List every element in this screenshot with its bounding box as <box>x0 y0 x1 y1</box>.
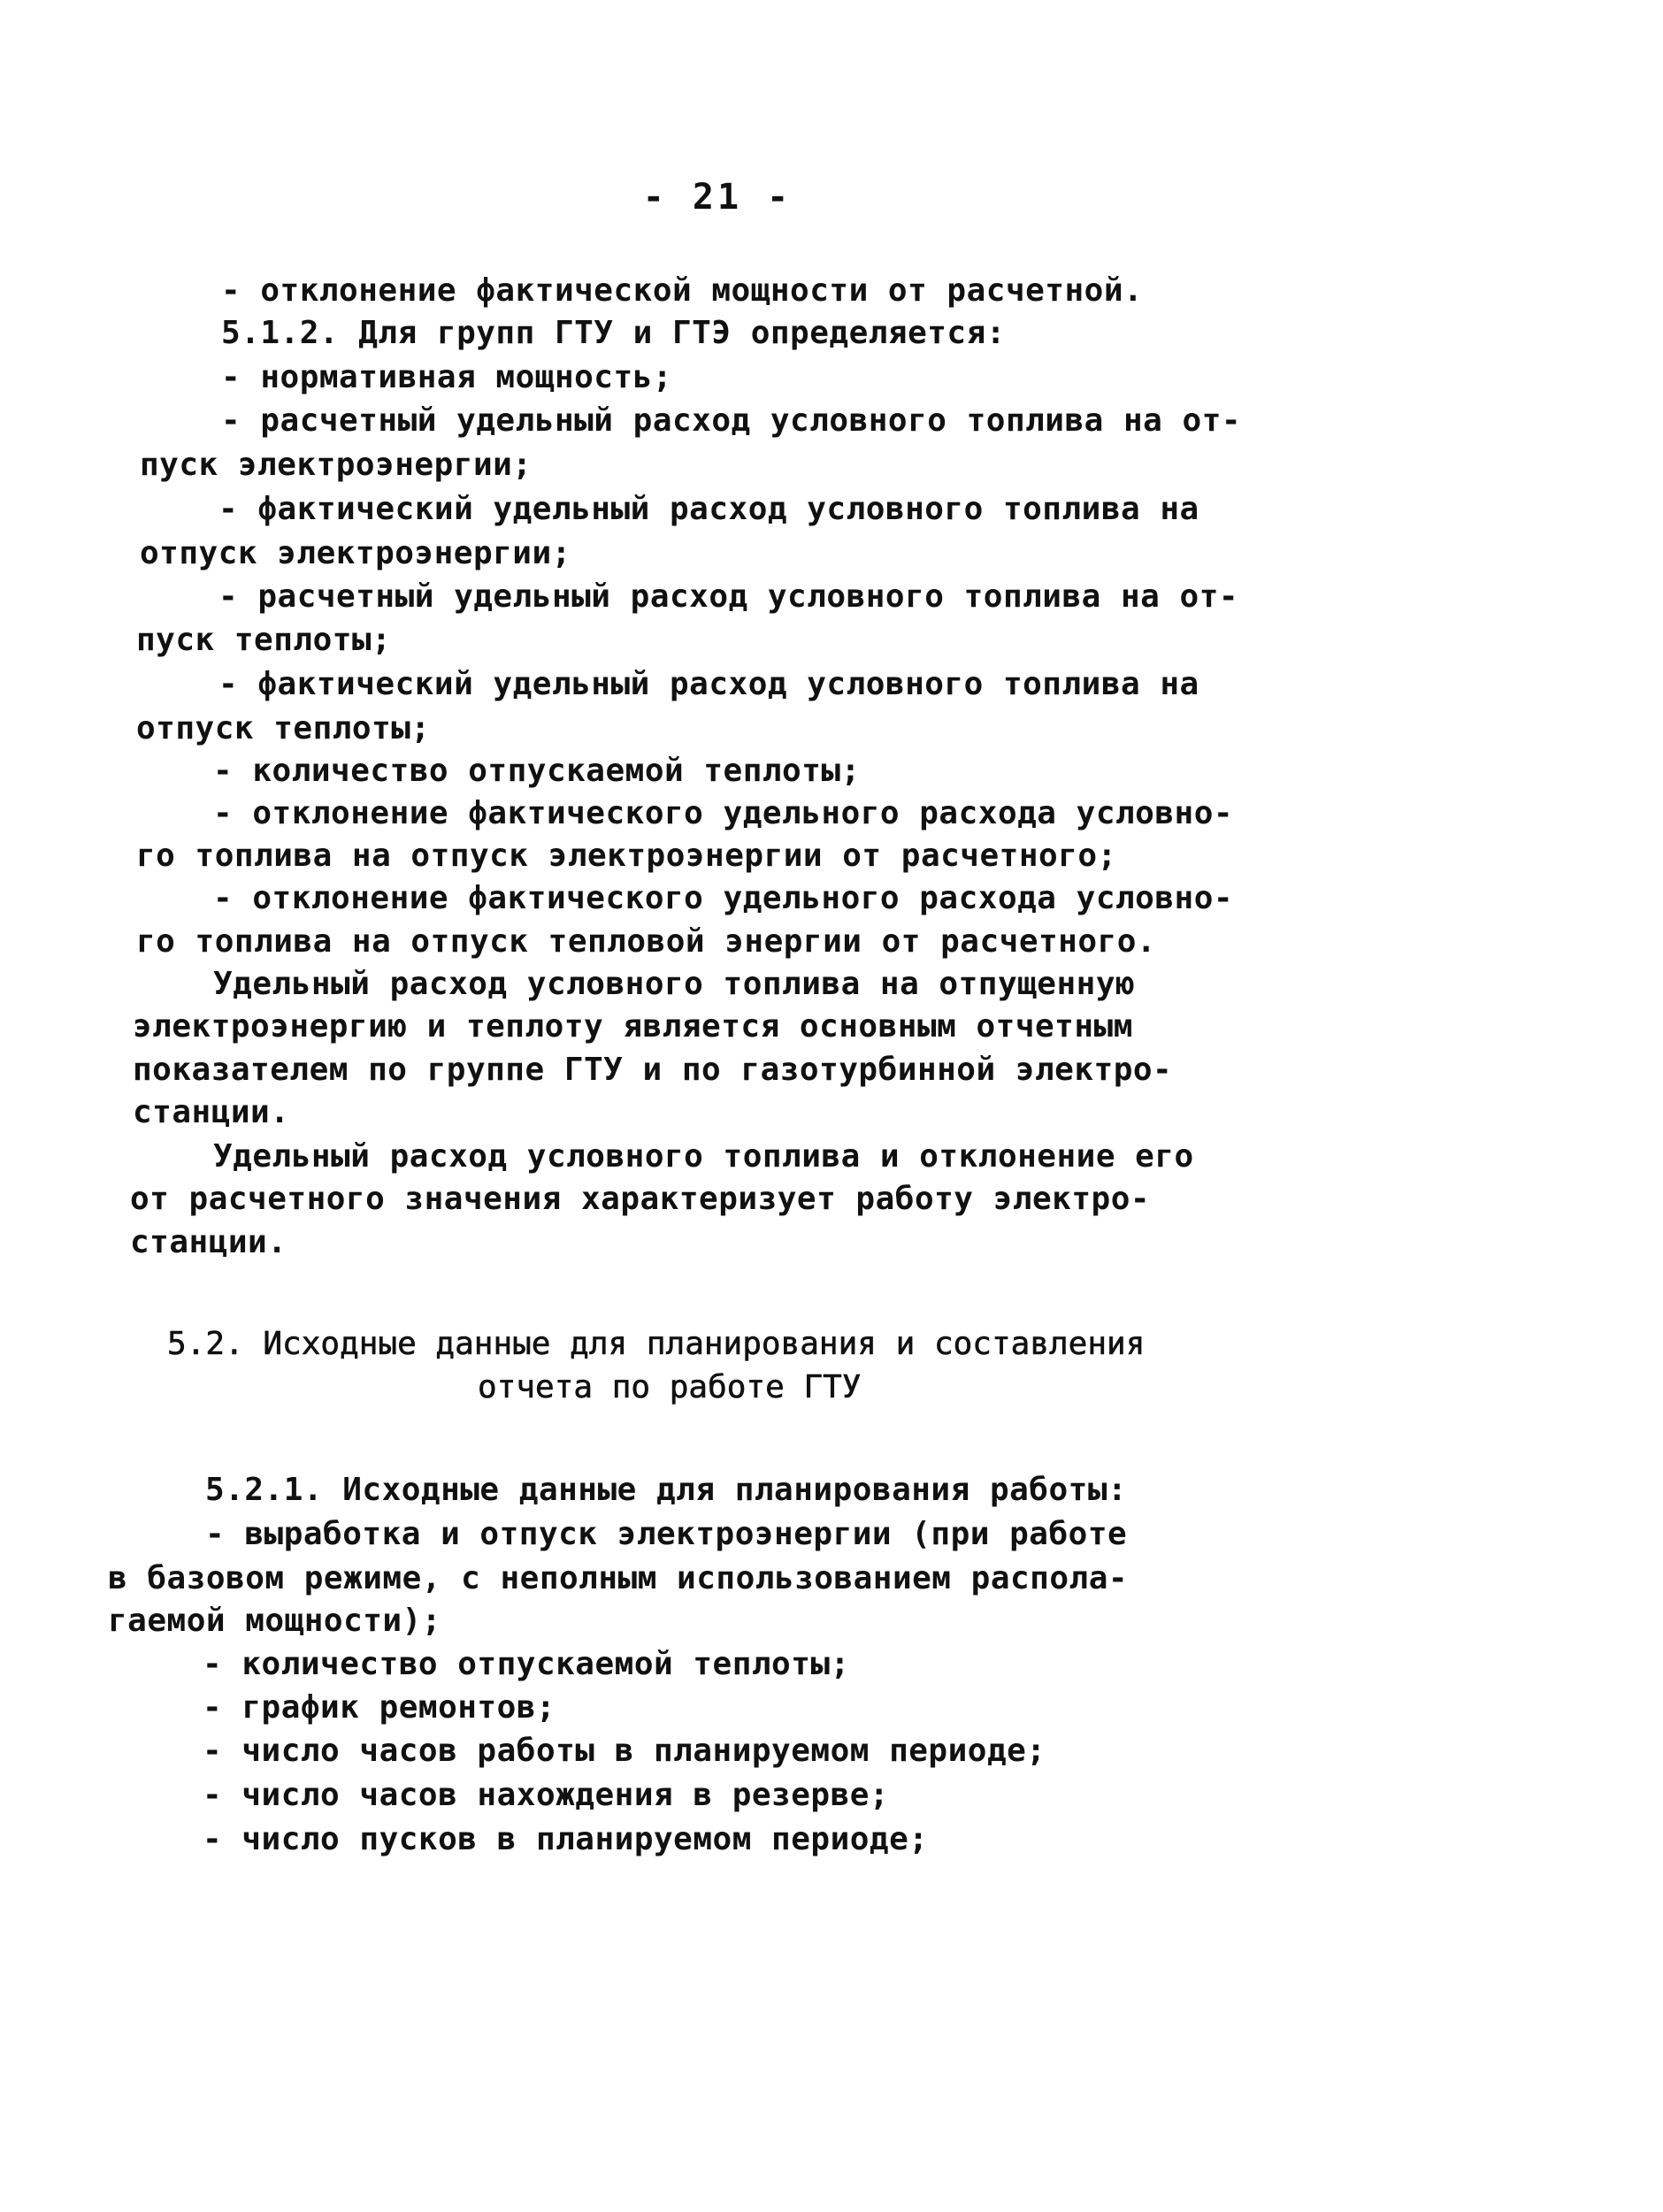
text-line: - выработка и отпуск электроэнергии (при работе <box>205 1516 1128 1552</box>
text-line: электроэнергию и теплоту является основным отчетным <box>133 1008 1133 1045</box>
text-line: - число часов работы в планируемом периоде; <box>203 1733 1046 1769</box>
text-line: пуск электроэнергии; <box>140 447 533 483</box>
text-line: в базовом режиме, с неполным использованием распола- <box>108 1560 1129 1596</box>
text-line: - график ремонтов; <box>203 1689 556 1726</box>
text-line: 5.2.1. Исходные данные для планирования работы: <box>205 1472 1128 1508</box>
text-line: Удельный расход условного топлива на отпущенную <box>213 966 1136 1002</box>
text-line: 5.1.2. Для групп ГТУ и ГТЭ определяется: <box>221 315 1006 351</box>
text-line: - отклонение фактической мощности от расчетной. <box>221 272 1144 309</box>
text-line: го топлива на отпуск тепловой энергии от расчетного. <box>136 923 1157 960</box>
text-line: - фактический удельный расход условного топлива на <box>218 666 1199 702</box>
text-line: - количество отпускаемой теплоты; <box>213 753 861 789</box>
text-line: - количество отпускаемой теплоты; <box>203 1646 850 1682</box>
text-line: отпуск электроэнергии; <box>140 535 571 571</box>
text-line: пуск теплоты; <box>136 622 392 658</box>
text-line: гаемой мощности); <box>108 1603 441 1639</box>
text-line: отпуск теплоты; <box>136 710 431 746</box>
text-line: - отклонение фактического удельного расхода условно- <box>213 795 1234 831</box>
text-line: станции. <box>130 1224 287 1260</box>
text-line: - число часов нахождения в резерве; <box>203 1777 890 1813</box>
text-line: - нормативная мощность; <box>221 359 672 395</box>
text-line: - отклонение фактического удельного расхода условно- <box>213 880 1234 916</box>
text-line: - фактический удельный расход условного топлива на <box>218 491 1199 527</box>
text-line: - число пусков в планируемом периоде; <box>203 1821 929 1857</box>
section-heading-line2: отчета по работе ГТУ <box>478 1369 862 1405</box>
text-line: от расчетного значения характеризует работу электро- <box>130 1181 1151 1217</box>
text-line: показателем по группе ГТУ и по газотурбинной электро- <box>133 1052 1173 1088</box>
section-heading: 5.2. Исходные данные для планирования и составления <box>167 1326 1146 1362</box>
text-line: станции. <box>133 1094 290 1130</box>
text-line: го топлива на отпуск электроэнергии от расчетного; <box>136 838 1117 874</box>
page-number: - 21 - <box>642 177 793 218</box>
text-line: - расчетный удельный расход условного топлива на от- <box>221 402 1242 439</box>
text-line: Удельный расход условного топлива и отклонение его <box>213 1138 1194 1175</box>
text-line: - расчетный удельный расход условного топлива на от- <box>218 578 1239 615</box>
